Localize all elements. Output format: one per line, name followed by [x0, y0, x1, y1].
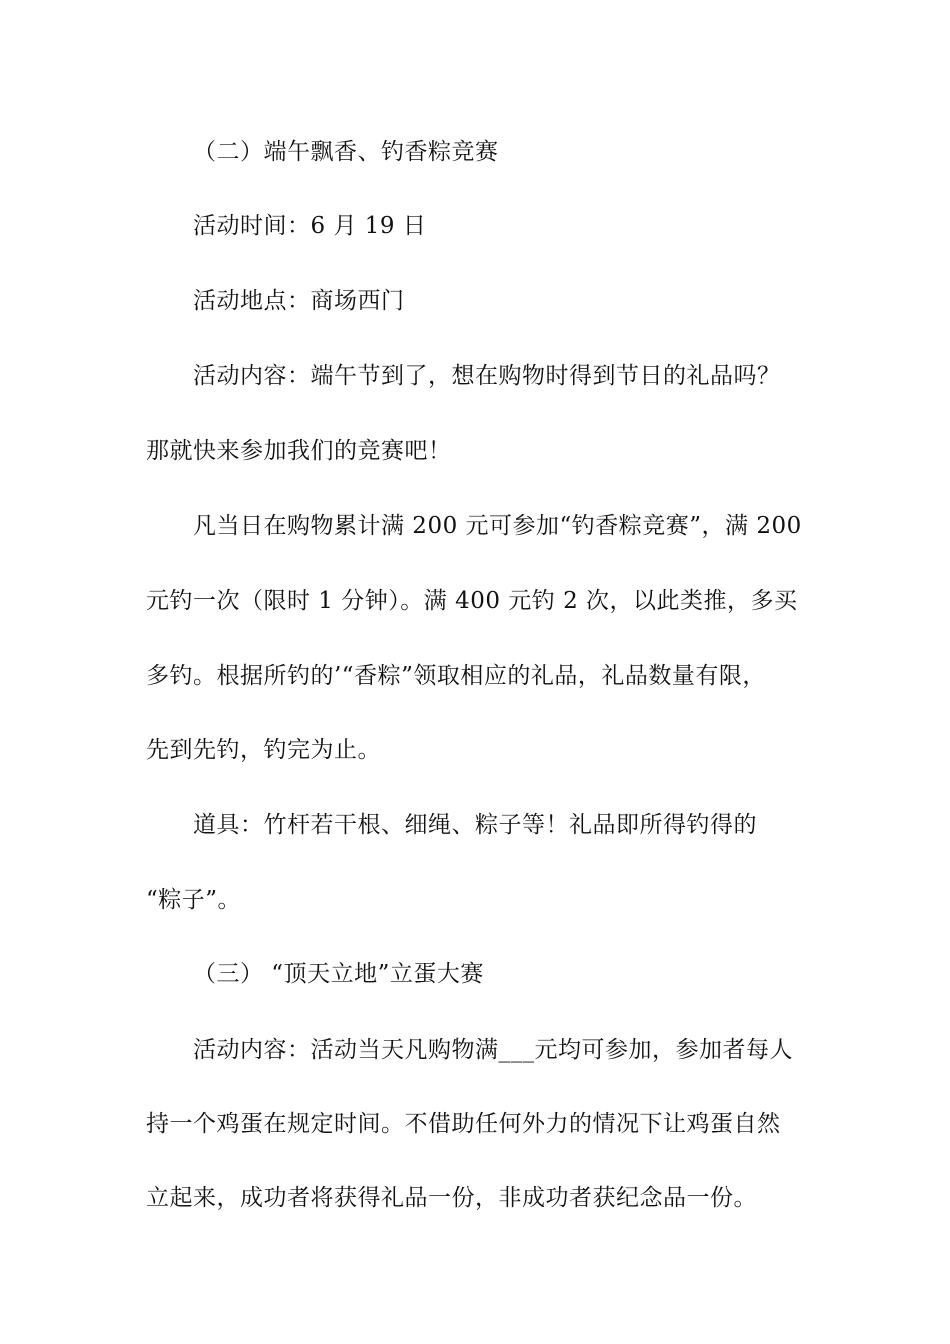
- props-line-2: “粽子”。: [146, 887, 242, 913]
- rule-line-3: 多钓。根据所钓的’“香粽”领取相应的礼品，礼品数量有限，: [146, 663, 766, 689]
- activity-place: 活动地点：商场西门: [193, 288, 405, 314]
- rule-line-4: 先到先钓，钓完为止。: [146, 737, 381, 763]
- contest-content-line-3: 立起来，成功者将获得礼品一份，非成功者获纪念品一份。: [146, 1185, 757, 1211]
- rule-line-2: 元钓一次（限时 1 分钟）。满 400 元钓 2 次，以此类推，多买: [146, 588, 798, 614]
- contest-content-line-1: 活动内容：活动当天凡购物满___元均可参加，参加者每人: [193, 1037, 793, 1063]
- activity-content-line-1: 活动内容：端午节到了，想在购物时得到节日的礼品吗？: [193, 363, 781, 389]
- activity-content-line-2: 那就快来参加我们的竞赛吧！: [146, 438, 452, 464]
- contest-content-line-2: 持一个鸡蛋在规定时间。不借助任何外力的情况下让鸡蛋自然: [146, 1111, 781, 1137]
- section-2-heading: （二）端午飘香、钓香粽竞赛: [193, 139, 499, 165]
- rule-line-1: 凡当日在购物累计满 200 元可参加“钓香粽竞赛”，满 200: [193, 513, 802, 539]
- props-line-1: 道具：竹杆若干根、细绳、粽子等！礼品即所得钓得的: [193, 812, 757, 838]
- activity-time: 活动时间：6 月 19 日: [193, 213, 427, 239]
- section-3-heading: （三） “顶天立地”立蛋大赛: [193, 961, 484, 987]
